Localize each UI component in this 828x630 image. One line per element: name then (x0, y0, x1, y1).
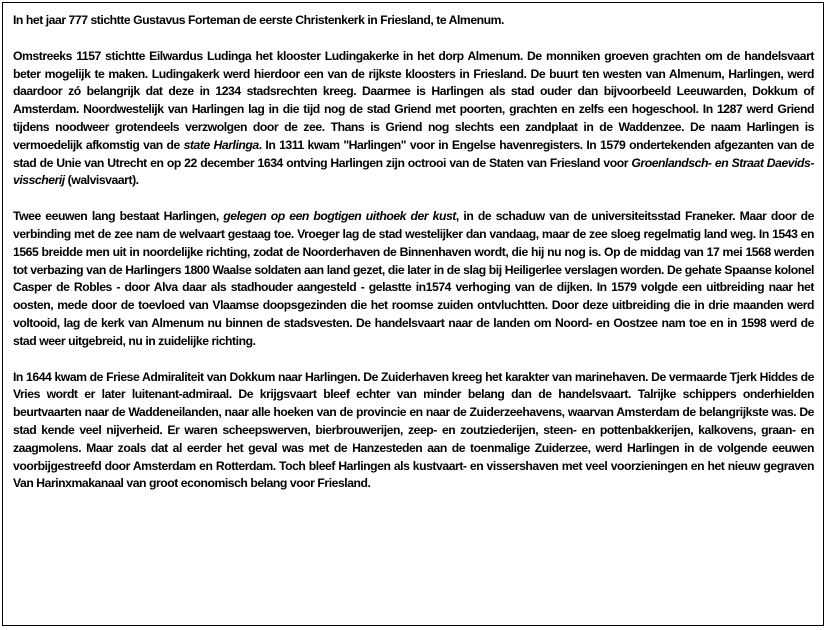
paragraph-3-italic-a: gelegen op een bogtigen uithoek der kust (223, 209, 456, 224)
paragraph-2-italic-a: state Harlinga (183, 137, 259, 152)
paragraph-3-text-b: , in de schaduw van de universiteitsstad Franeker. Maar door de verbinding met de zee nam de welvaart gestaag toe. Vroeger lag de stad westelijker dan vandaag, maar de zee sloeg regelmatig land weg. In 1543 en 1565 breidde men uit in noordelijke richting, zodat de Noorderhaven de Binnenhaven wordt, die hij nu nog is. Op de middag van 17 mei 1568 werden tot verbazing van de Harlingers 1800 Waalse soldaten aan land gezet, die later in de slag bij Heiligerlee verslagen worden. De gehate Spaanse kolonel Casper de Robles - door Alva daar als stadhouder aangesteld - gelastte in1574 verhoging van de dijken. In 1579 volgde een uitbreiding naar het oosten, mede door de toevloed van Vlaamse doopsgezinden die het roomse zuiden ontvluchtten. Door deze uitbreiding die in drie maanden werd voltooid, lag de kerk van Almenum nu binnen de stadsvesten. De handelsvaart naar de landen om Noord- en Oostzee nam toe en in 1598 werd de stad weer uitgebreid, nu in zuidelijke richting. (13, 209, 814, 348)
paragraph-2-text-b: . In 1311 kwam "Harlingen" voor in Engelse havenregisters. In 1579 ondertekenden afgezanten van de stad de Unie van Utrecht en op 22 december 1634 ontving Harlingen zijn octrooi van de Staten van Friesland voor (13, 137, 814, 170)
paragraph-2-italic-b: Groenlandsch- en Straat Daevids-visscherij (13, 155, 814, 188)
document-body (13, 12, 814, 493)
paragraph-4 (13, 369, 814, 494)
paragraph-2-text-a: Omstreeks 1157 stichtte Eilwardus Ludinga het klooster Ludingakerke in het dorp Almenum. De monniken groeven grachten om de handelsvaart beter mogelijk te maken. Ludingakerk werd hierdoor een van de rijkste kloosters in Friesland. De buurt ten westen van Almenum, Harlingen, werd daardoor zó belangrijk dat deze in 1234 stadsrechten kreeg. Daarmee is Harlingen als stad ouder dan bijvoorbeeld Leeuwarden, Dokkum of Amsterdam. Noordwestelijk van Harlingen lag in die tijd nog de stad Griend met poorten, grachten en zelfs een hogeschool. In 1287 werd Griend tijdens noodweer grotendeels verzwolgen door de zee. Thans is Griend nog slechts een zandplaat in de Waddenzee. De naam Harlingen is vermoedelijk afkomstig van de (13, 48, 814, 152)
paragraph-3 (13, 208, 814, 350)
paragraph-4-text: In 1644 kwam de Friese Admiraliteit van Dokkum naar Harlingen. De Zuiderhaven kreeg het karakter van marinehaven. De vermaarde Tjerk Hiddes de Vries wordt er later luitenant-admiraal. De krijgsvaart bleef echter van minder belang dan de handelsvaart. Talrijke schippers onderhielden beurtvaarten naar de Waddeneilanden, naar alle hoeken van de provincie en naar de Zuiderzeehavens, waarvan Amsterdam de belangrijkste was. De stad kende veel nijverheid. Er waren scheepswerven, bierbrouwerijen, zeep- en zoutziederijen, steen- en pottenbakkerijen, kalkovens, graan- en zaagmolens. Maar zoals dat al eerder het geval was met de Hanzesteden aan de toenmalige Zuiderzee, werd Harlingen in de volgende eeuwen voorbijgestreefd door Amsterdam en Rotterdam. Toch bleef Harlingen als kustvaart- en vissershaven met veel voorzieningen en het nieuw gegraven Van Harinxmakanaal van groot economisch belang voor Friesland. (13, 369, 814, 491)
text-frame (2, 2, 824, 626)
paragraph-2-text-c: (walvisvaart). (64, 173, 139, 188)
paragraph-3-text-a: Twee eeuwen lang bestaat Harlingen, (13, 209, 224, 224)
paragraph-1-text: In het jaar 777 stichtte Gustavus Forteman de eerste Christenkerk in Friesland, te Almenum. (13, 13, 504, 27)
paragraph-2 (13, 48, 814, 190)
paragraph-1 (13, 12, 814, 30)
